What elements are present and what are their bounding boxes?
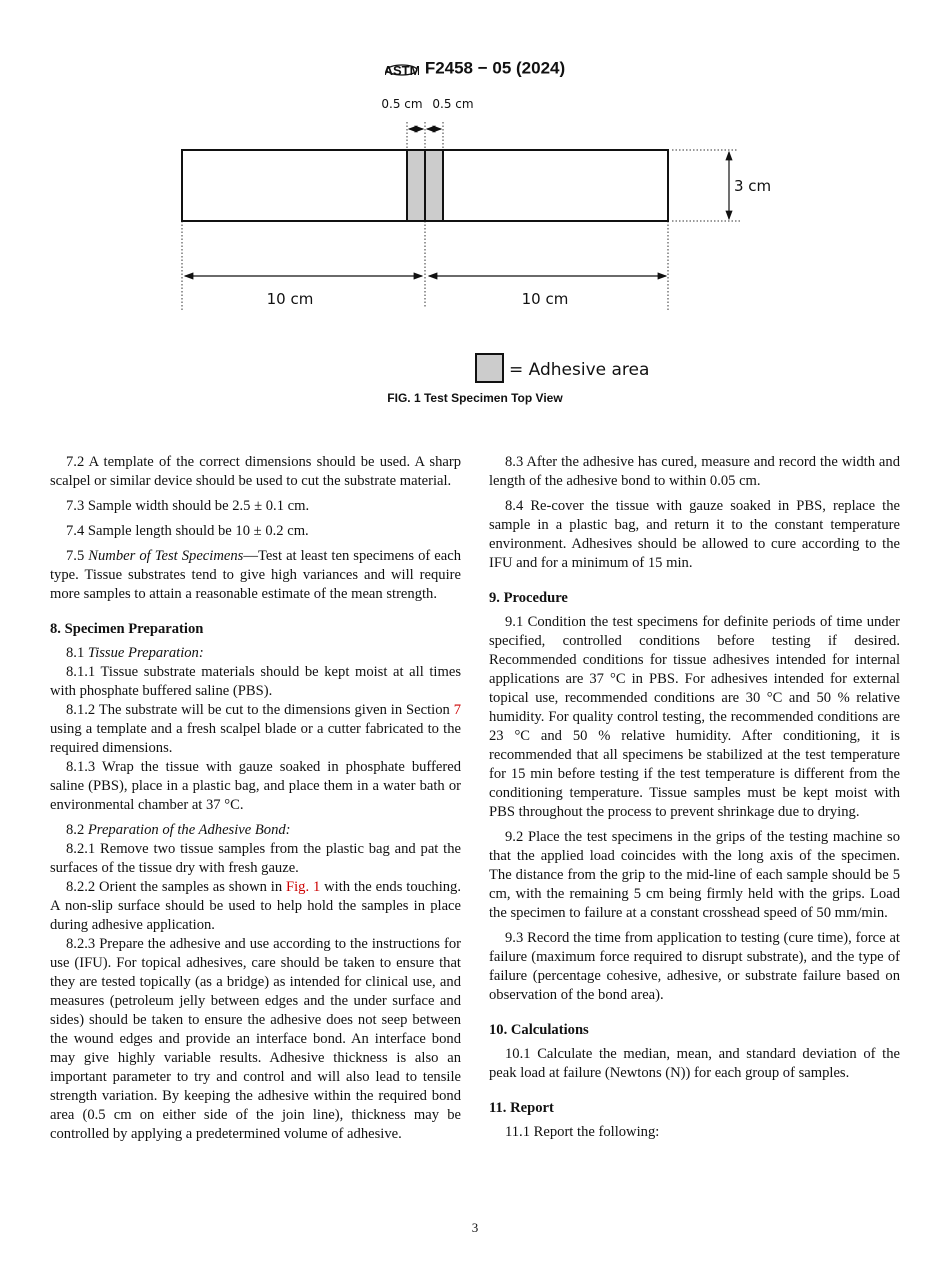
para-7-3: 7.3 Sample width should be 2.5 ± 0.1 cm.: [66, 498, 310, 514]
section-8-heading: 8. Specimen Preparation: [50, 621, 204, 637]
label-half-right: 0.5 cm: [432, 97, 474, 111]
para-9-1: 9.1 Condition the test specimens for definite periods of time under specified, controlled conditions before testing if desired. Recommended conditions for tissue adhesives intended for internal applications are 37 °C in PBS. For adhesives intended for external topical use, recommended conditions are 30 °C and 50 % relative humidity. For quality control testing, the recommended conditions are 23 °C and 50 % relative humidity. After conditioning, it is recommended that all specimens be stabilized at the test temperature for 15 min before testing if the test temperature is different from the conditioning temperature. Tissue samples must be kept moist with PBS throughout the process to prevent shrinkage due to drying.: [489, 614, 900, 820]
right-column: [489, 453, 900, 1148]
para-7-4: 7.4 Sample length should be 10 ± 0.2 cm.: [66, 523, 309, 539]
para-7-5: 7.5 Number of Test Specimens—Test at least ten specimens of each type. Tissue substrates tend to give high variances and will require more samples to attain a reasonable estimate of the mean strength.: [50, 548, 462, 602]
label-half-left: 0.5 cm: [381, 97, 423, 111]
para-7-2: 7.2 A template of the correct dimensions should be used. A sharp scalpel or similar device should be used to cut the substrate material.: [50, 454, 461, 489]
left-column: [50, 453, 461, 1144]
para-10-1: 10.1 Calculate the median, mean, and standard deviation of the peak load at failure (Newtons (N)) for each group of samples.: [489, 1046, 900, 1081]
para-8-1-1: 8.1.1 Tissue substrate materials should be kept moist at all times with phosphate buffered saline (PBS).: [50, 664, 461, 699]
para-8-3: 8.3 After the adhesive has cured, measure and record the width and length of the adhesive bond to within 0.05 cm.: [489, 454, 900, 489]
para-8-1-2: 8.1.2 The substrate will be cut to the dimensions given in Section 7 using a template and a fresh scalpel blade or a cutter fabricated to the required dimensions.: [50, 702, 461, 756]
para-11-1: 11.1 Report the following:: [505, 1124, 660, 1140]
section-10-heading: 10. Calculations: [489, 1022, 589, 1038]
page-number: 3: [471, 1220, 479, 1235]
label-length-left: 10 cm: [266, 290, 314, 308]
para-8-2-1: 8.2.1 Remove two tissue samples from the plastic bag and pat the surfaces of the tissue dry with fresh gauze.: [50, 841, 461, 876]
adhesive-area-left: [407, 150, 425, 221]
figure-caption: FIG. 1 Test Specimen Top View: [387, 391, 563, 405]
designation: F2458 − 05 (2024): [424, 58, 566, 78]
legend-label: = Adhesive area: [509, 360, 650, 380]
para-8-4: 8.4 Re-cover the tissue with gauze soaked in PBS, replace the sample in a plastic bag, and return it to the constant temperature environment. Adhesives should be allowed to cure according to the IFU and for a minimum of 15 min.: [489, 498, 900, 571]
section-11-heading: 11. Report: [489, 1100, 554, 1116]
para-8-1-3: 8.1.3 Wrap the tissue with gauze soaked in phosphate buffered saline (PBS), place in a plastic bag, and place them in a water bath or environmental chamber at 37 °C.: [50, 759, 461, 813]
section-9-heading: 9. Procedure: [489, 590, 568, 606]
para-8-2: 8.2 Preparation of the Adhesive Bond:: [66, 822, 291, 838]
adhesive-area-right: [425, 150, 443, 221]
para-9-3: 9.3 Record the time from application to testing (cure time), force at failure (maximum force required to disrupt substrate), and the type of failure (percentage cohesive, adhesive, or substrate failure based on observation of the bond area).: [489, 930, 900, 1003]
svg-text:ASTM: ASTM: [384, 63, 419, 78]
para-8-1: 8.1 Tissue Preparation:: [66, 645, 204, 661]
para-8-2-3: 8.2.3 Prepare the adhesive and use according to the instructions for use (IFU). For topical adhesives, care should be taken to ensure that they are tested topically (as a bridge) as intended for clinical use, and measures (petroleum jelly between edges and the under surface and sides) should be taken to ensure the adhesive does not seep between the wound edges and provide an interface bond. An interface bond may give highly variable results. Adhesive thickness is also an important parameter to try and control and will also lead to tensile strength variation. By keeping the adhesive within the required bond area (0.5 cm on either side of the join line), thickness may be controlled by applying a predetermined volume of adhesive.: [50, 936, 461, 1142]
legend-swatch: [476, 354, 503, 382]
label-length-right: 10 cm: [521, 290, 569, 308]
fig-1-link[interactable]: Fig. 1: [286, 879, 321, 895]
figure-1-specimen-diagram: [0, 0, 950, 390]
label-width: 3 cm: [734, 177, 772, 195]
para-9-2: 9.2 Place the test specimens in the grips of the testing machine so that the applied load coincides with the long axis of the specimen. The distance from the grip to the mid-line of each sample should be 5 cm, with the remaining 5 cm being firmly held with the grips. Load the specimen to failure at a constant crosshead speed of 50 mm/min.: [489, 829, 900, 921]
para-8-2-2: 8.2.2 Orient the samples as shown in Fig. 1 with the ends touching. A non-slip surface should be used to help hold the samples in place during adhesive application.: [50, 879, 461, 933]
section-7-link[interactable]: 7: [453, 702, 461, 718]
